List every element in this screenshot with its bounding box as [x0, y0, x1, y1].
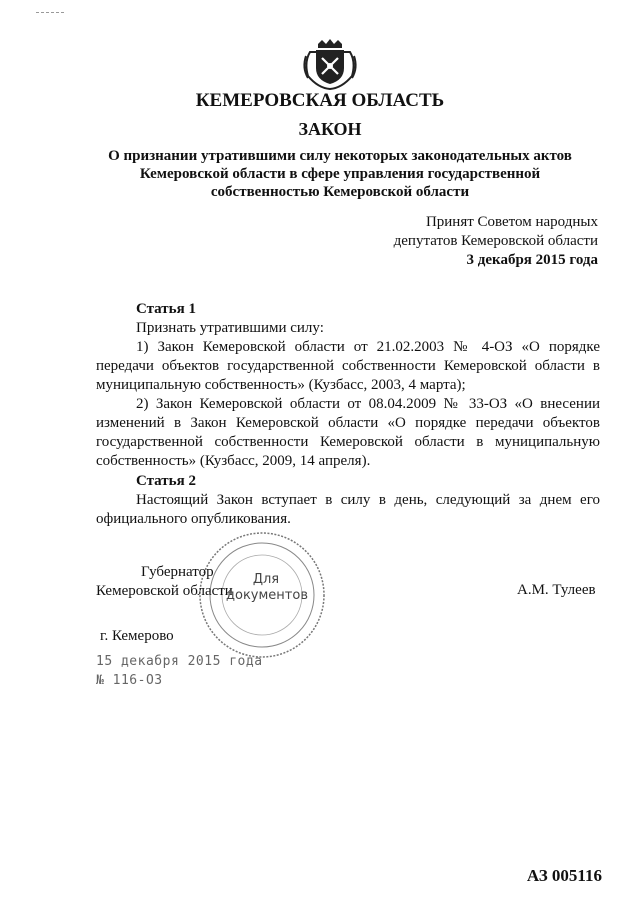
position-line: Кемеровской области	[96, 583, 233, 599]
coat-of-arms-icon	[300, 38, 360, 90]
region-name: КЕМЕРОВСКАЯ ОБЛАСТЬ	[195, 90, 445, 111]
stamp-date: 15 декабря 2015 года	[96, 654, 263, 669]
seal-text-line: документов	[226, 588, 308, 603]
article-heading: Статья 2	[136, 473, 196, 489]
adoption-block	[338, 213, 598, 270]
law-title	[60, 147, 620, 201]
article-intro: Признать утратившими силу:	[136, 320, 324, 336]
city-name: г. Кемерово	[100, 628, 174, 644]
serial-number: АЗ 005116	[526, 866, 602, 885]
law-title-line: О признании утратившими силу некоторых законодательных актов	[108, 148, 572, 164]
stamp-number: № 116-ОЗ	[96, 673, 163, 688]
article-1	[96, 300, 600, 471]
document-type: ЗАКОН	[298, 119, 362, 139]
law-title-line: собственностью Кемеровской области	[210, 184, 470, 200]
adoption-date: 3 декабря 2015 года	[466, 252, 598, 268]
seal-text	[226, 572, 306, 604]
article-item: 1) Закон Кемеровской области от 21.02.2003 № 4-ОЗ «О порядке передачи объектов государственной собственности Кемеровской области в муниципальную собственность» (Кузбасс, 2003, 4 марта);	[96, 339, 600, 393]
article-2	[96, 472, 600, 529]
article-text: Настоящий Закон вступает в силу в день, следующий за днем его официального опубликования.	[96, 492, 600, 527]
article-item: 2) Закон Кемеровской области от 08.04.2009 № 33-ОЗ «О внесении изменений в Закон Кемеровской области «О порядке передачи объектов государственной собственности Кемеровской области в муниципальную собственность» (Кузбасс, 2009, 14 апреля).	[96, 396, 600, 469]
adoption-line: депутатов Кемеровской области	[393, 233, 598, 249]
signature-position	[96, 563, 233, 601]
article-heading: Статья 1	[136, 301, 196, 317]
adoption-line: Принят Советом народных	[425, 214, 598, 230]
signatory-name: А.М. Тулеев	[517, 582, 596, 598]
seal-text-line: Для	[252, 572, 280, 587]
law-title-line: Кемеровской области в сфере управления государственной	[139, 166, 541, 182]
position-line: Губернатор	[141, 564, 214, 580]
scan-corner-mark	[36, 12, 64, 13]
